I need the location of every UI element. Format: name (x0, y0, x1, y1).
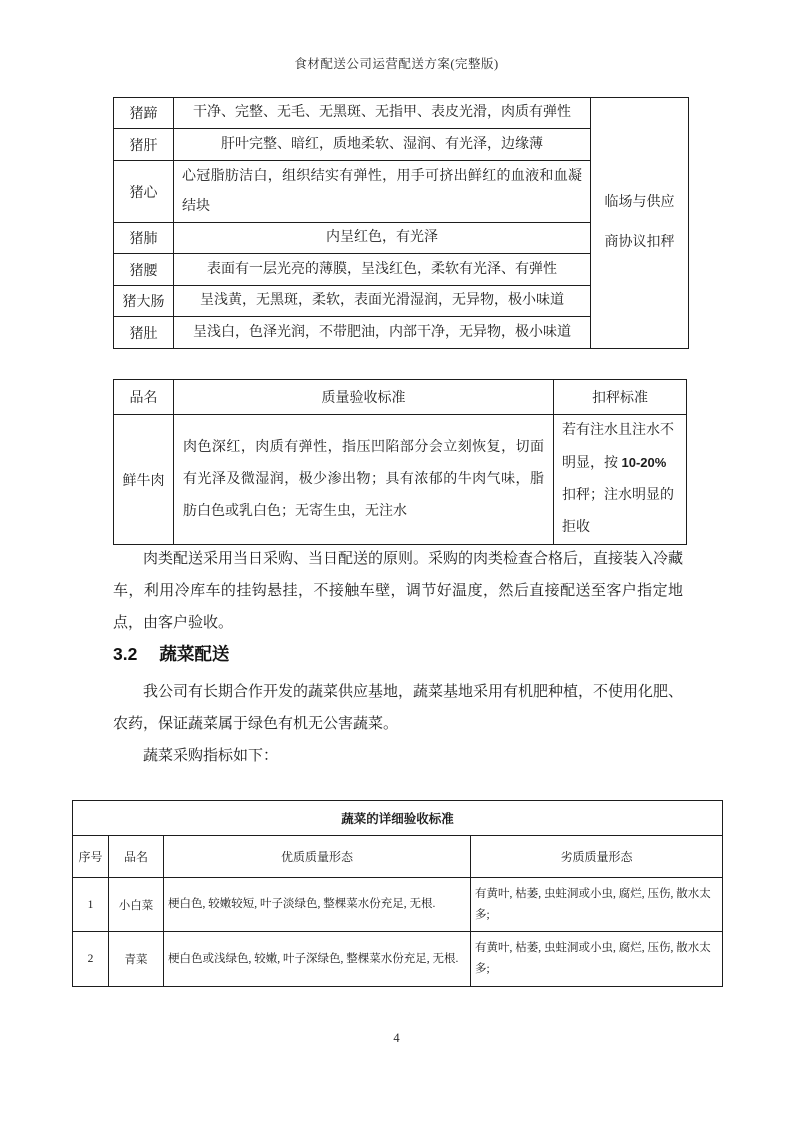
vegetable-intro-paragraph: 我公司有长期合作开发的蔬菜供应基地，蔬菜基地采用有机肥种植，不使用化肥、农药，保证蔬菜属于绿色有机无公害蔬菜。 (113, 684, 684, 732)
deduction-percentage: 10-20% (621, 455, 667, 470)
veg-header-no: 序号 (73, 836, 109, 878)
section-number: 3.2 (113, 644, 138, 664)
table-row (73, 932, 723, 987)
table-header-row (73, 836, 723, 878)
veg-header-good: 优质质量形态 (164, 836, 471, 878)
document-header-title: 食材配送公司运营配送方案(完整版) (294, 57, 499, 71)
beef-quality-table (113, 379, 687, 545)
veg-no-cell: 2 (73, 932, 109, 987)
vegetable-index-label: 蔬菜采购指标如下： (143, 748, 279, 764)
veg-good-cell: 梗白色, 较嫩较短, 叶子淡绿色, 整棵菜水份充足, 无根. (164, 878, 471, 932)
deduction-text: 扣秤；注水明显的拒收 (562, 488, 674, 535)
table-header-row (114, 380, 687, 415)
veg-good-cell: 梗白色或浅绿色, 较嫩, 叶子深绿色, 整棵菜水份充足, 无根. (164, 932, 471, 987)
pork-name-cell: 猪肝 (114, 129, 174, 161)
deduction-note-cell: 临场与供应商协议扣秤 (591, 98, 689, 349)
veg-header-bad: 劣质质量形态 (471, 836, 723, 878)
beef-name-cell: 鲜牛肉 (114, 415, 174, 545)
vegetable-table-title: 蔬菜的详细验收标准 (73, 801, 723, 836)
table-title-row (73, 801, 723, 836)
pork-quality-table (113, 97, 689, 349)
veg-name-cell: 青菜 (109, 932, 164, 987)
veg-no-cell: 1 (73, 878, 109, 932)
pork-desc-cell: 内呈红色，有光泽 (174, 223, 591, 254)
veg-name-cell: 小白菜 (109, 878, 164, 932)
table-row (114, 415, 687, 545)
veg-bad-cell: 有黄叶, 枯萎, 虫蛀洞或小虫, 腐烂, 压伤, 散水太多; (471, 932, 723, 987)
beef-deduction-cell (554, 415, 687, 545)
pork-name-cell: 猪腰 (114, 254, 174, 286)
table-row (114, 98, 689, 129)
beef-header-deduction: 扣秤标准 (554, 380, 687, 415)
page-number: 4 (393, 1031, 400, 1045)
veg-bad-cell: 有黄叶, 枯萎, 虫蛀洞或小虫, 腐烂, 压伤, 散水太多; (471, 878, 723, 932)
pork-desc-cell: 干净、完整、无毛、无黑斑、无指甲、表皮光滑，肉质有弹性 (174, 98, 591, 129)
vegetable-standards-table (72, 800, 723, 987)
beef-header-name: 品名 (114, 380, 174, 415)
pork-desc-cell: 表面有一层光亮的薄膜，呈浅红色，柔软有光泽、有弹性 (174, 254, 591, 286)
beef-header-quality: 质量验收标准 (174, 380, 554, 415)
section-title: 蔬菜配送 (159, 644, 230, 664)
pork-desc-cell: 心冠脂肪洁白，组织结实有弹性，用手可挤出鲜红的血液和血凝结块 (174, 161, 591, 223)
pork-desc-cell: 呈浅黄，无黑斑，柔软，表面光滑湿润，无异物，极小味道 (174, 286, 591, 317)
pork-name-cell: 猪大肠 (114, 286, 174, 317)
pork-name-cell: 猪心 (114, 161, 174, 223)
beef-quality-cell: 肉色深红，肉质有弹性，指压凹陷部分会立刻恢复，切面有光泽及微湿润，极少渗出物；具有浓郁的牛肉气味，脂肪白色或乳白色；无寄生虫，无注水 (174, 415, 554, 545)
pork-name-cell: 猪蹄 (114, 98, 174, 129)
pork-name-cell: 猪肚 (114, 317, 174, 349)
pork-desc-cell: 呈浅白，色泽光润，不带肥油，内部干净，无异物，极小味道 (174, 317, 591, 349)
table-row (73, 878, 723, 932)
veg-header-name: 品名 (109, 836, 164, 878)
deduction-text: 若有注水且注水不明显，按 (562, 423, 674, 471)
meat-delivery-paragraph: 肉类配送采用当日采购、当日配送的原则。采购的肉类检查合格后，直接装入冷藏车，利用冷库车的挂钩悬挂，不接触车壁，调节好温度，然后直接配送至客户指定地点，由客户验收。 (113, 551, 684, 631)
section-heading (113, 641, 229, 666)
pork-name-cell: 猪肺 (114, 223, 174, 254)
pork-desc-cell: 肝叶完整、暗红，质地柔软、湿润、有光泽，边缘薄 (174, 129, 591, 161)
